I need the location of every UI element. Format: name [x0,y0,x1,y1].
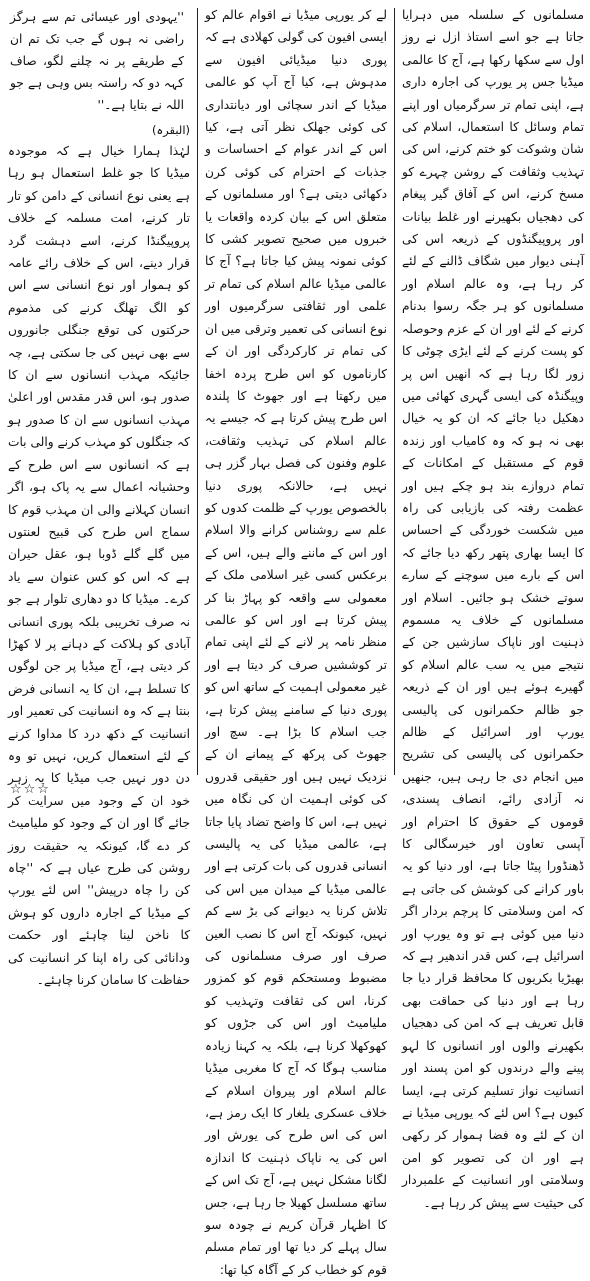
article-paragraph-left: لہٰذا ہمارا خیال ہے کہ موجودہ میڈیا کا جو غلط استعمال ہو رہا ہے یعنی نوع انسانی کے دامن کو تار تار کرنے، امت مسلمہ کے خلاف پروپیگنڈا کرنے، اسے دہشت گرد قرار دینے، اس کے خلاف رائے عامہ کو ہموار اور نوع انسانی سے اس کو الگ تھلگ کرنے کی مذموم حرکتوں کی توقع جنگلی جانوروں سے بھی نہیں کی جا سکتی ہے، چہ جائیکہ مہذب انسانوں سے ان کا صدور ہو، اس قدر مقدس اور اعلیٰ مہذب انسانوں سے ان کا صدور ہو کہ جنگلوں کو مہذب کرنے والی بات ہے کہ انسانوں سے اس طرح کے وحشیانہ اعمال سے یہ پاک ہو، اگر انسان کہلانے والی ان مہذب قوم کا سماج اس طرح کی قبیح لعنتوں میں گلے گلے ڈوبا ہو، عقل حیران ہے کہ اس کو کس عنوان سے یاد کرے۔ میڈیا کا دو دھاری تلوار ہے جو نہ صرف تخریبی بلکہ پوری انسانی آبادی کو ہلاکت کے دہانے پر لا کھڑا کر دیتی ہے، آج میڈیا پر جن لوگوں کا تسلط ہے، ان کا یہ انسانی فرض بنتا ہے کہ وہ انسانیت کی تعمیر اور انسانیت کے دکھ درد کا مداوا کرنے کے لئے استعمال کریں، نہیں تو وہ دن دور نہیں جب میڈیا کا یہ زہر خود ان کے وجود میں سرایت کر جائے گا اور ان کے وجود کو ملیامیٹ کر دے گا، کیونکہ یہ حقیقت روز روشن کی طرح عیاں ہے کہ ''چاہ کن را چاہ درپیش'' اس لئے یورپ کے میڈیا کے اجارہ داروں کو ہوش کا ناخن لینا چاہئے اور حکمت ودانائی کی راہ اپنا کر انسانیت کی حفاظت کا سامان کرنا چاہئے۔ [8,144,190,988]
article-paragraph-right: مسلمانوں کے سلسلہ میں دہرایا جاتا ہے جو اسے استاذ ازل نے روز اول سے سکھا رکھا ہے، آج کا عالمی میڈیا جس پر یورپ کی اجارہ داری ہے، اپنی تمام تر سرگرمیاں اور اپنے تمام وسائل کا استعمال، اسلام کی شان وشوکت کو ختم کرنے، اس کی تہذیب وثقافت کے روشن چہرے کو مسخ کرنے، اس کے آفاق گیر پیغام کی دھجیاں بکھیرنے اور غلط بیانات اور پروپیگنڈوں کے ذریعہ اس کی آہنی دیوار میں شگاف ڈالنے کے لئے کر رہا ہے، وہ عالم اسلام اور مسلمانوں کو ہر جگہ رسوا بدنام کرنے کے لئے اور ان کے عزم وحوصلہ کو پست کرنے کے لئے ایڑی چوٹی کا زور لگا رہا ہے کہ انھیں اس پر وپیگنڈہ کی ایسی گہری کھائی میں دھکیل دیا جائے کہ ان کو یہ خیال بھی نہ ہو کہ وہ کامیاب اور زندہ قوم کے مستقبل کے امکانات کے تمام دروازے بند ہو چکے ہیں اور عظمت رفتہ کی بازیابی کی راہ میں شکست خوردگی کے احساس کا ایسا بھاری پتھر رکھ دیا جائے کہ اس کے بارے میں سوچنے کے سارے سوتے خشک ہو جائیں۔ اسلام اور مسلمانوں کے خلاف یہ مسموم ذہنیت اور ناپاک سازشیں جن کے نتیجے میں یہ سب عالم اسلام کو گھیرے ہوئے ہیں اور ان کے ذریعہ جو ظالم حکمرانوں کی پالیسی یورپ اور اسرائیل کے ظالم حکمرانوں کی پالیسی کی تشریح میں انجام دی جا رہی ہیں، جنھیں نہ آزادی رائے، انصاف پسندی، قوموں کے حقوق کا احترام اور آپسی تعاون اور خیرسگالی کا ڈھنڈورا پیٹا جاتا ہے، اور دنیا کو یہ باور کرانے کی کوشش کی جاتی ہے کہ امن وسلامتی کا پرچم بردار اگر دنیا میں کوئی ہے تو وہ یورپ اور اسرائیل ہے، کس قدر اندھیر ہے کہ بھیڑیا بکریوں کا محافظ قرار دیا جا رہا ہے اور دنیا کی حماقت بھی قابل تعریف ہے کہ امن کی دھجیاں بکھیرنے والوں اور انسانوں کا لہو پینے والے درندوں کو امن پسند اور انسانیت نواز تسلیم کرتی ہے، ایسا کیوں ہے؟ اس لئے کہ یورپی میڈیا نے ان کے لئے وہ فضا ہموار کر رکھی ہے اور ان کی تصویر کو امن وسلامتی اور انسانیت کے علمبردار کی حیثیت سے پیش کر رہا ہے۔ [402,8,584,1210]
article-column-middle [204,4,387,1277]
column-divider-left [197,8,198,775]
end-stars: ☆☆☆ [10,782,51,797]
quote-reference: (البقرہ) [151,123,190,137]
quran-quote: ''یہودی اور عیسائی تم سے ہرگز راضی نہ ہوں گے جب تک تم ان کے طریقے پر نہ چلنے لگو، صاف کہہ دو کہ راستہ بس وہی ہے جو اللہ نے بتایا ہے۔'' [10,10,184,112]
article-column-left [8,4,190,988]
column-divider-right [394,8,395,775]
article-column-right [402,4,584,1210]
article-paragraph-middle: لے کر یورپی میڈیا نے اقوام عالم کو ایسی افیون کی گولی کھلادی ہے کہ پوری دنیا میڈیائی افیون سے مدہوش ہے، کیا آج آپ کو عالمی میڈیا کے اندر سچائی اور دیانتداری کی کوئی جھلک نظر آتی ہے، کیا اس کے اندر عوام کے احساسات و جذبات کے احترام کی کوئی کرن دکھائی دیتی ہے؟ اور مسلمانوں کے متعلق اس کے بیان کردہ واقعات یا خبروں میں صحیح تصویر کشی کا کوئی نمونہ پیش کیا جاتا ہے؟ آج کا عالمی میڈیا عالم اسلام کی تمام تر علمی اور ثقافتی سرگرمیوں اور نوع انسانی کی تعمیر وترقی میں ان کی تمام تر کارکردگی اور ان کے کارناموں کو اس طرح پردہ اخفا میں رکھتا ہے اور جھوٹ کا پلندہ اس طرح پیش کرتا ہے کہ جیسے یہ عالم اسلام کی تہذیب وثقافت، علوم وفنون کی فصل بہار گزر ہی نہیں ہے، حالانکہ پوری دنیا بالخصوص یورپ کے ظلمت کدوں کو علم سے روشناس کرانے والا اسلام اور اس کے ماننے والے ہیں، اس کے برعکس کسی غیر اسلامی ملک کے معمولی سے واقعہ کو پہاڑ بنا کر پیش کرتا ہے اور اس کو عالمی منظر نامہ پر لانے کے لئے اپنی تمام تر کوششیں صرف کر دیتا ہے اور غیر معمولی اہمیت کے ساتھ اس کو پوری دنیا کے سامنے پیش کرتا ہے، جب اسلام کا بڑا ہے۔ سچ اور جھوٹ کی پرکھ کے پیمانے ان کے نزدیک نہیں ہیں اور حقیقی قدروں کی کوئی اہمیت ان کی نگاہ میں نہیں ہے، اس کا واضح تضاد پایا جاتا ہے، عالمی میڈیا کی یہ پالیسی انسانی قدروں کی بات کرتی ہے اور عالمی میڈیا کے میدان میں اس کی تلاش کرنا یہ دیوانے کی بڑ سے کم نہیں، کیونکہ آج اس کا نصب العین صرف اور صرف مسلمانوں کی مضبوط ومستحکم قوم کو کمزور کرنا، اس کی ثقافت وتہذیب کو ملیامیٹ اور اس کی جڑوں کو کھوکھلا کرنا ہے، بلکہ یہ کہنا زیادہ مناسب ہوگا کہ آج کا مغربی میڈیا عالم اسلام اور پیروان اسلام کے خلاف عسکری یلغار کا ایک رمز ہے، اس کی اس طرح کی یورش اور اس کی یہ ناپاک ذہنیت کا اندازہ لگانا مشکل نہیں ہے، آج تک اس کے ساتھ مسلسل کھیلا جا رہا ہے، جس کا اظہار قرآن کریم نے چودہ سو سال پہلے کر دیا تھا اور تمام مسلم قوم کو خطاب کر کے آگاہ کیا تھا: [204,8,387,1277]
